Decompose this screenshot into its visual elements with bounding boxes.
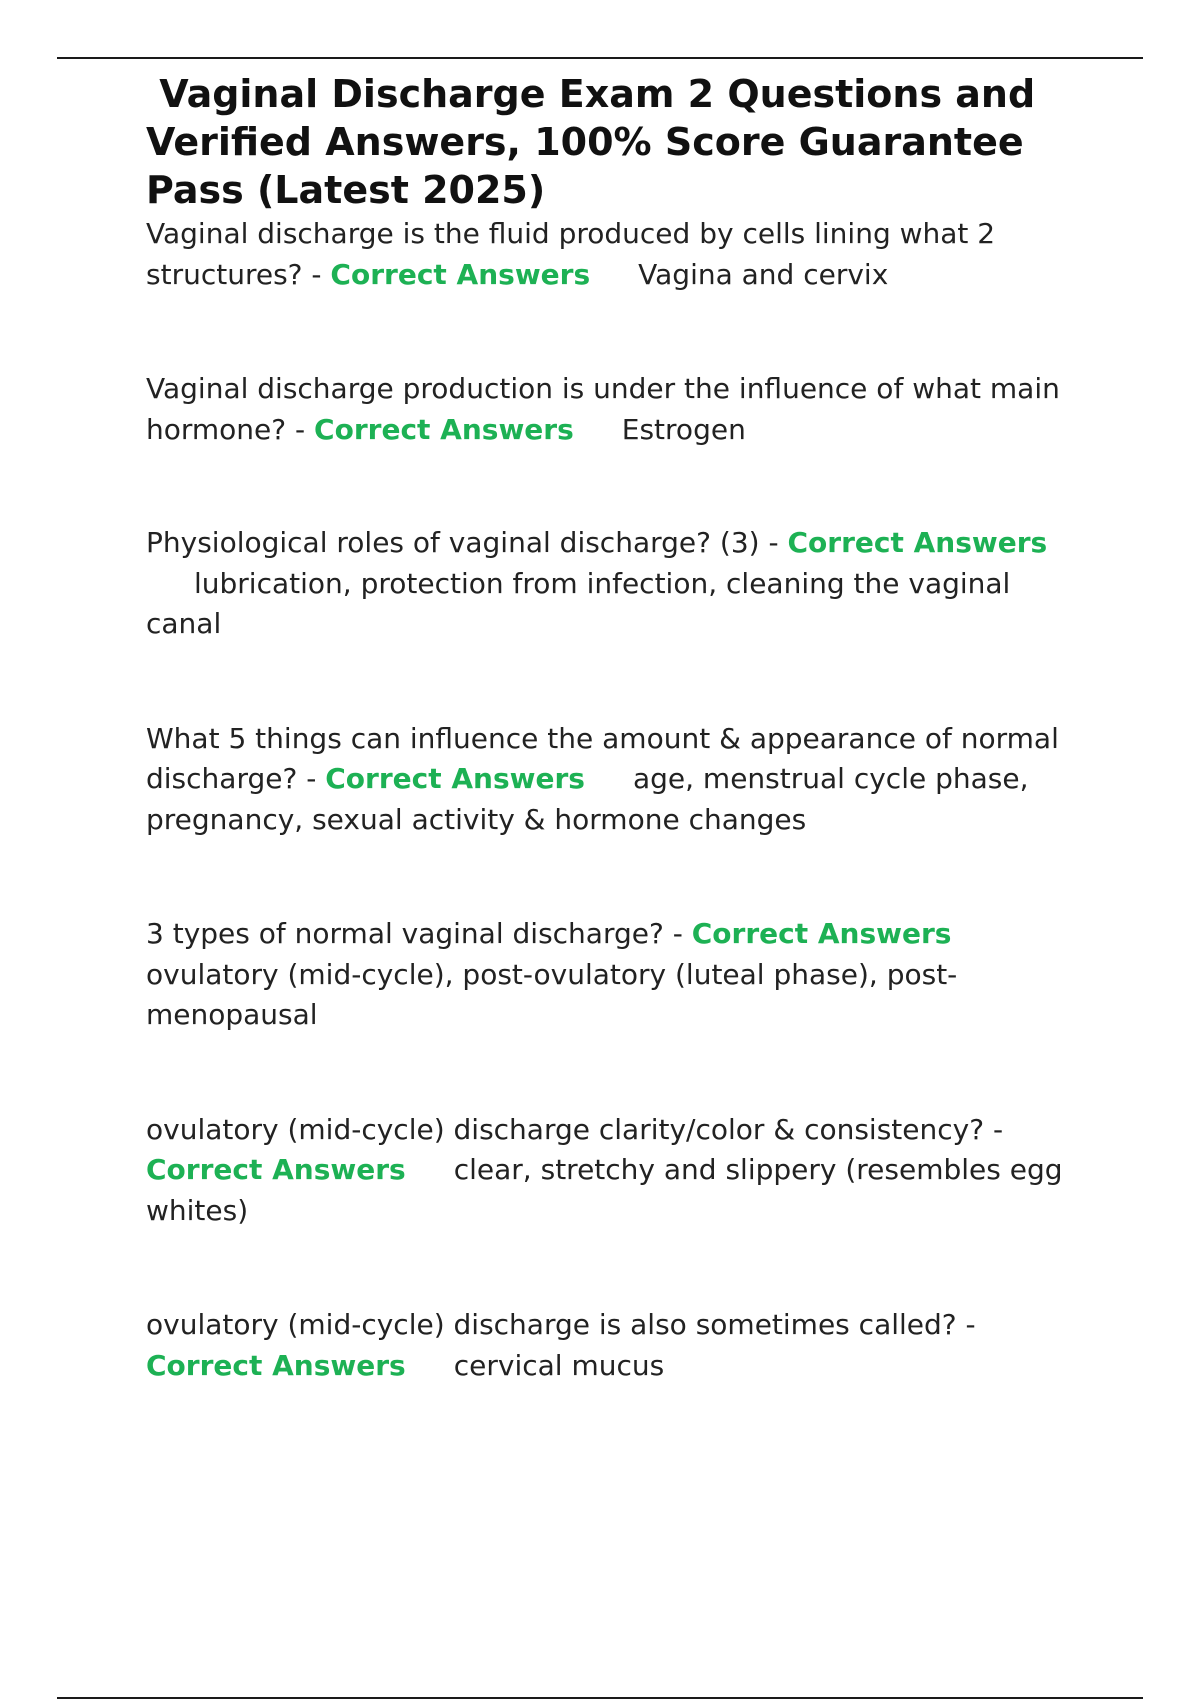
qa-item xyxy=(146,1110,1086,1232)
qa-item xyxy=(146,914,1086,1036)
answer-label: Correct Answers xyxy=(146,1348,406,1382)
answer-text: Estrogen xyxy=(621,412,746,446)
document-body xyxy=(146,70,1086,1386)
qa-item xyxy=(146,719,1086,841)
qa-item xyxy=(146,1305,1086,1386)
bottom-rule xyxy=(57,1697,1143,1699)
answer-label: Correct Answers xyxy=(787,526,1048,559)
answer-text: age, menstrual cycle phase, pregnancy, sexual activity & hormone changes xyxy=(146,762,1038,836)
qa-item xyxy=(146,523,1086,645)
answer-text: clear, stretchy and slippery (resembles egg whites) xyxy=(146,1153,1072,1227)
qa-item xyxy=(146,214,1086,295)
answer-text: lubrication, protection from infection, cleaning the vaginal canal xyxy=(146,566,1020,640)
question-text: What 5 things can influence the amount & appearance of normal discharge? - xyxy=(146,721,1068,795)
answer-text: ovulatory (mid-cycle), post-ovulatory (luteal phase), post-menopausal xyxy=(146,957,958,1031)
question-text: Physiological roles of vaginal discharge? (3) - xyxy=(146,526,788,559)
document-title: Vaginal Discharge Exam 2 Questions and Verified Answers, 100% Score Guarantee Pass (Latest 2025) xyxy=(146,72,1049,212)
question-text: Vaginal discharge production is under the influence of what main hormone? - xyxy=(146,372,1069,446)
answer-text: Vagina and cervix xyxy=(638,257,889,291)
answer-label: Correct Answers xyxy=(314,412,574,446)
answer-label: Correct Answers xyxy=(325,762,585,795)
answer-text: cervical mucus xyxy=(453,1348,665,1382)
question-text: ovulatory (mid-cycle) discharge clarity/color & consistency? - xyxy=(146,1112,1012,1146)
top-rule xyxy=(57,57,1143,59)
question-text: 3 types of normal vaginal discharge? - xyxy=(146,917,692,950)
qa-item xyxy=(146,369,1086,450)
question-text: Vaginal discharge is the fluid produced by cells lining what 2 structures? - xyxy=(146,217,1005,291)
answer-label: Correct Answers xyxy=(691,917,952,950)
answer-label: Correct Answers xyxy=(146,1153,406,1186)
question-text: ovulatory (mid-cycle) discharge is also sometimes called? - xyxy=(146,1308,985,1341)
answer-label: Correct Answers xyxy=(330,257,591,291)
